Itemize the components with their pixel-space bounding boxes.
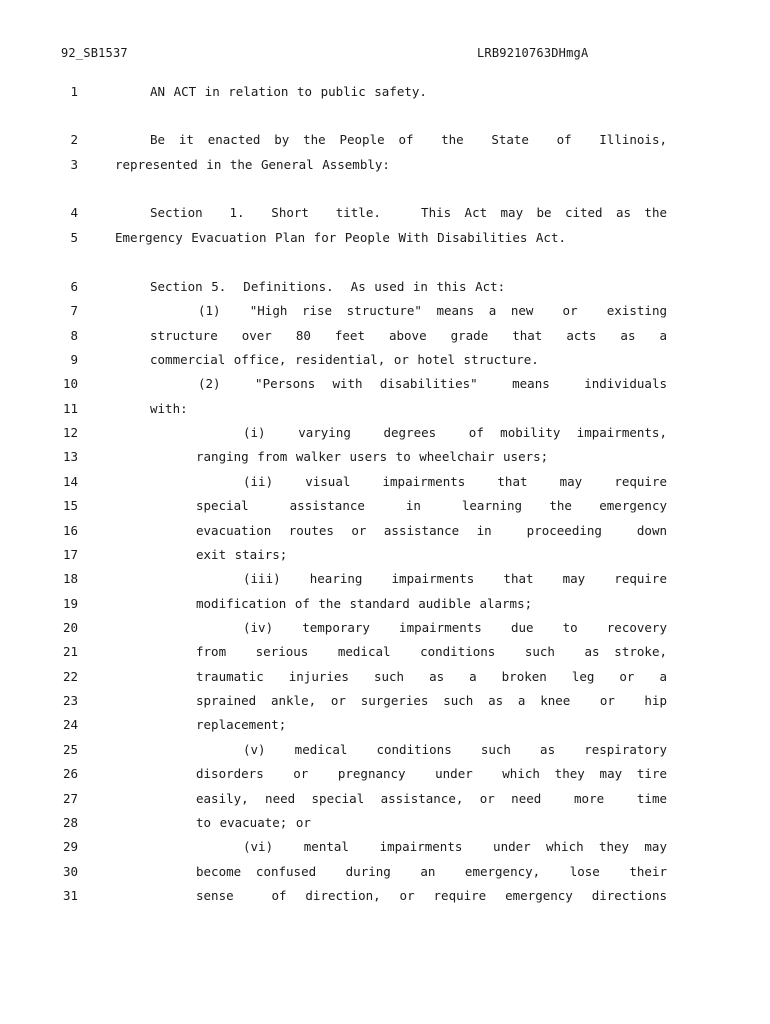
line-number: 3 bbox=[70, 157, 78, 172]
line-text: with: bbox=[150, 401, 188, 416]
line-number: 18 bbox=[62, 571, 78, 586]
bill-line bbox=[0, 545, 770, 565]
line-number: 15 bbox=[62, 498, 78, 513]
bill-line bbox=[0, 472, 770, 492]
bill-line bbox=[0, 326, 770, 346]
bill-line bbox=[0, 594, 770, 614]
bill-line bbox=[0, 155, 770, 175]
line-number: 27 bbox=[62, 791, 78, 806]
bill-line bbox=[0, 374, 770, 394]
line-number: 21 bbox=[62, 644, 78, 659]
bill-line bbox=[0, 496, 770, 516]
line-number: 25 bbox=[62, 742, 78, 757]
line-number: 4 bbox=[70, 205, 78, 220]
bill-line bbox=[0, 447, 770, 467]
line-text: (ii) visual impairments that may require bbox=[243, 474, 667, 489]
line-text: Section 5. Definitions. As used in this Act: bbox=[150, 279, 506, 294]
line-number: 10 bbox=[62, 376, 78, 391]
line-text: to evacuate; or bbox=[196, 815, 311, 830]
bill-line bbox=[0, 618, 770, 638]
line-number: 8 bbox=[70, 328, 78, 343]
line-number: 6 bbox=[70, 279, 78, 294]
line-number: 12 bbox=[62, 425, 78, 440]
bill-number: 92_SB1537 bbox=[61, 46, 128, 60]
line-text: disorders or pregnancy under which they may tire bbox=[196, 766, 667, 781]
line-text: replacement; bbox=[196, 717, 287, 732]
line-number: 28 bbox=[62, 815, 78, 830]
bill-line bbox=[0, 277, 770, 297]
line-text: Section 1. Short title. This Act may be cited as the bbox=[150, 205, 667, 220]
line-number: 7 bbox=[70, 303, 78, 318]
line-text: sprained ankle, or surgeries such as a knee or hip bbox=[196, 693, 667, 708]
line-text: sense of direction, or require emergency directions bbox=[196, 888, 667, 903]
line-number: 1 bbox=[70, 84, 78, 99]
bill-line bbox=[0, 399, 770, 419]
bill-line bbox=[0, 642, 770, 662]
line-number: 20 bbox=[62, 620, 78, 635]
line-text: commercial office, residential, or hotel structure. bbox=[150, 352, 539, 367]
bill-line bbox=[0, 813, 770, 833]
line-text: traumatic injuries such as a broken leg or a bbox=[196, 669, 667, 684]
line-text: become confused during an emergency, lose their bbox=[196, 864, 667, 879]
bill-line bbox=[0, 82, 770, 102]
line-text: (v) medical conditions such as respiratory bbox=[243, 742, 667, 757]
line-text: evacuation routes or assistance in proceeding down bbox=[196, 523, 667, 538]
line-number: 5 bbox=[70, 230, 78, 245]
line-number: 17 bbox=[62, 547, 78, 562]
bill-line bbox=[0, 691, 770, 711]
line-text: (iii) hearing impairments that may require bbox=[243, 571, 667, 586]
line-number: 24 bbox=[62, 717, 78, 732]
line-text: easily, need special assistance, or need more time bbox=[196, 791, 667, 806]
line-number: 31 bbox=[62, 888, 78, 903]
line-text: special assistance in learning the emergency bbox=[196, 498, 667, 513]
lrb-code: LRB9210763DHmgA bbox=[477, 46, 589, 60]
bill-line bbox=[0, 764, 770, 784]
line-number: 14 bbox=[62, 474, 78, 489]
line-text: represented in the General Assembly: bbox=[115, 157, 390, 172]
bill-line bbox=[0, 521, 770, 541]
line-text: structure over 80 feet above grade that acts as a bbox=[150, 328, 667, 343]
line-number: 23 bbox=[62, 693, 78, 708]
bill-line bbox=[0, 203, 770, 223]
bill-line bbox=[0, 886, 770, 906]
bill-line bbox=[0, 837, 770, 857]
line-text: (vi) mental impairments under which they may bbox=[243, 839, 667, 854]
bill-line bbox=[0, 740, 770, 760]
line-text: (iv) temporary impairments due to recovery bbox=[243, 620, 667, 635]
bill-line bbox=[0, 301, 770, 321]
bill-line bbox=[0, 228, 770, 248]
line-number: 26 bbox=[62, 766, 78, 781]
line-number: 22 bbox=[62, 669, 78, 684]
line-number: 16 bbox=[62, 523, 78, 538]
line-number: 19 bbox=[62, 596, 78, 611]
bill-line bbox=[0, 569, 770, 589]
line-text: (i) varying degrees of mobility impairments, bbox=[243, 425, 667, 440]
line-text: Emergency Evacuation Plan for People With Disabilities Act. bbox=[115, 230, 567, 245]
line-text: (2) "Persons with disabilities" means individuals bbox=[198, 376, 667, 391]
bill-line bbox=[0, 130, 770, 150]
bill-line bbox=[0, 789, 770, 809]
bill-line bbox=[0, 423, 770, 443]
bill-line bbox=[0, 715, 770, 735]
line-text: from serious medical conditions such as stroke, bbox=[196, 644, 667, 659]
line-number: 11 bbox=[62, 401, 78, 416]
line-text: Be it enacted by the People of the State of Illinois, bbox=[150, 132, 667, 147]
bill-line bbox=[0, 350, 770, 370]
line-text: ranging from walker users to wheelchair users; bbox=[196, 449, 549, 464]
line-text: modification of the standard audible alarms; bbox=[196, 596, 533, 611]
line-number: 9 bbox=[70, 352, 78, 367]
line-text: AN ACT in relation to public safety. bbox=[150, 84, 427, 99]
line-number: 30 bbox=[62, 864, 78, 879]
line-number: 2 bbox=[70, 132, 78, 147]
line-number: 13 bbox=[62, 449, 78, 464]
line-text: (1) "High rise structure" means a new or existing bbox=[198, 303, 667, 318]
line-text: exit stairs; bbox=[196, 547, 288, 562]
bill-line bbox=[0, 667, 770, 687]
line-number: 29 bbox=[62, 839, 78, 854]
bill-line bbox=[0, 862, 770, 882]
